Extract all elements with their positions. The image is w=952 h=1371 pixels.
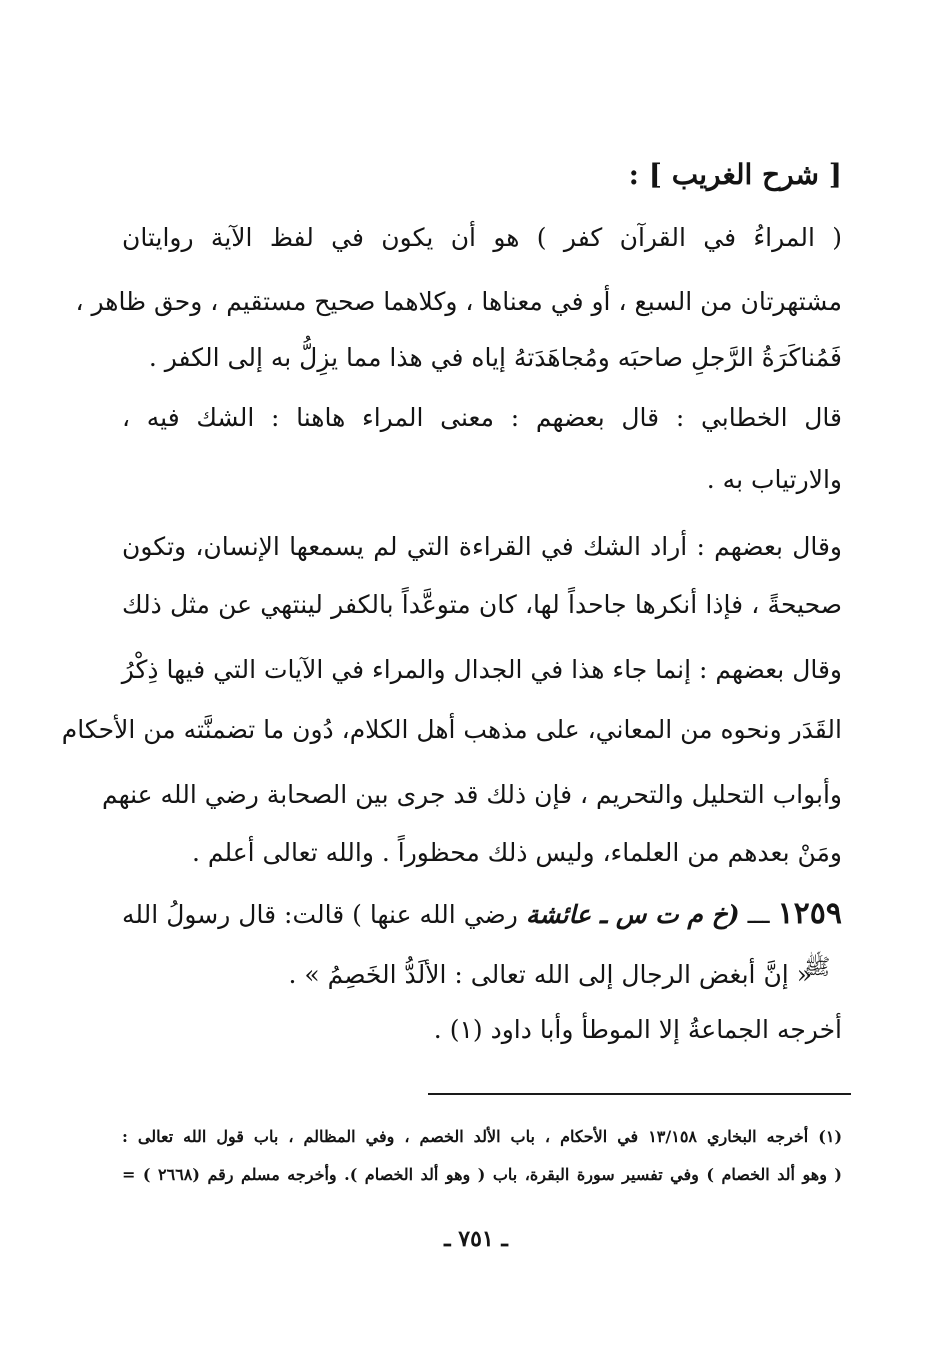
hadith-text: « إنَّ أبغض الرجال إلى الله تعالى : الألَدُّ الخَصِمُ » . bbox=[288, 960, 812, 989]
paragraph-3-line-2: صحيحةً ، فإذا أنكرها جاحداً لها، كان متوعَّداً بالكفر لينتهي عن مثل ذلك bbox=[122, 590, 842, 619]
footnote-line-2: ( وهو ألد الخصام ) وفي تفسير سورة البقرة، باب ( وهو ألد الخصام ). وأخرجه مسلم رقم (٢٦٦٨ ) = bbox=[122, 1165, 842, 1184]
hadith-source: (خ م ت س ـ عائشة bbox=[525, 900, 740, 929]
hadith-dash: ـــ bbox=[747, 900, 770, 929]
hadith-first-line bbox=[122, 894, 842, 935]
section-heading: [ شرح الغريب ] : bbox=[628, 158, 842, 191]
footnote-separator bbox=[428, 1093, 851, 1095]
page-number: ـ ٧٥١ ـ bbox=[444, 1226, 508, 1252]
hadith-number: ١٢٥٩ bbox=[777, 896, 842, 931]
paragraph-4-line-4: ومَنْ بعدهم من العلماء، وليس ذلك محظوراً . والله تعالى أعلم . bbox=[191, 838, 842, 867]
paragraph-4-line-3: وأبواب التحليل والتحريم ، فإن ذلك قد جرى بين الصحابة رضي الله عنهم bbox=[101, 780, 842, 809]
paragraph-1-line-2: مشتهرتان من السبع ، أو في معناها ، وكلاهما صحيح مستقيم ، وحق ظاهر ، bbox=[75, 287, 842, 316]
paragraph-4-line-2: القَدَر ونحوه من المعاني، على مذهب أهل الكلام، دُون ما تضمنَّته من الأحكام bbox=[61, 715, 842, 744]
paragraph-2-line-1: قال الخطابي : قال بعضهم : معنى المراء هاهنا : الشك فيه ، bbox=[122, 403, 842, 432]
salawat-symbol: ﷺ bbox=[803, 955, 831, 980]
footnote-line-1: (١) أخرجه البخاري ١٣/١٥٨ في الأحكام ، باب الألد الخصم ، وفي المظالم ، باب قول الله تعالى : bbox=[122, 1127, 843, 1146]
paragraph-1-line-1: ( المراءُ في القرآن كفر ) هو أن يكون في لفظ الآية روايتان bbox=[122, 223, 842, 252]
hadith-takhrij: أخرجه الجماعةُ إلا الموطأ وأبا داود (١) . bbox=[433, 1015, 842, 1044]
paragraph-3-line-1: وقال بعضهم : أراد الشك في القراءة التي لم يسمعها الإنسان، وتكون bbox=[122, 532, 842, 561]
paragraph-1-line-3: فَمُناكَرَةُ الرَّجلِ صاحبَه ومُجاهَدَتهُ إياه في هذا مما يزِلُّ به إلى الكفر . bbox=[148, 343, 842, 372]
paragraph-2-line-2: والارتياب به . bbox=[706, 465, 842, 494]
paragraph-4-line-1: وقال بعضهم : إنما جاء هذا في الجدال والمراء في الآيات التي فيها ذِكْرُ bbox=[121, 655, 842, 684]
hadith-narration-start: رضي الله عنها ) قالت: قال رسولُ الله bbox=[122, 900, 518, 929]
